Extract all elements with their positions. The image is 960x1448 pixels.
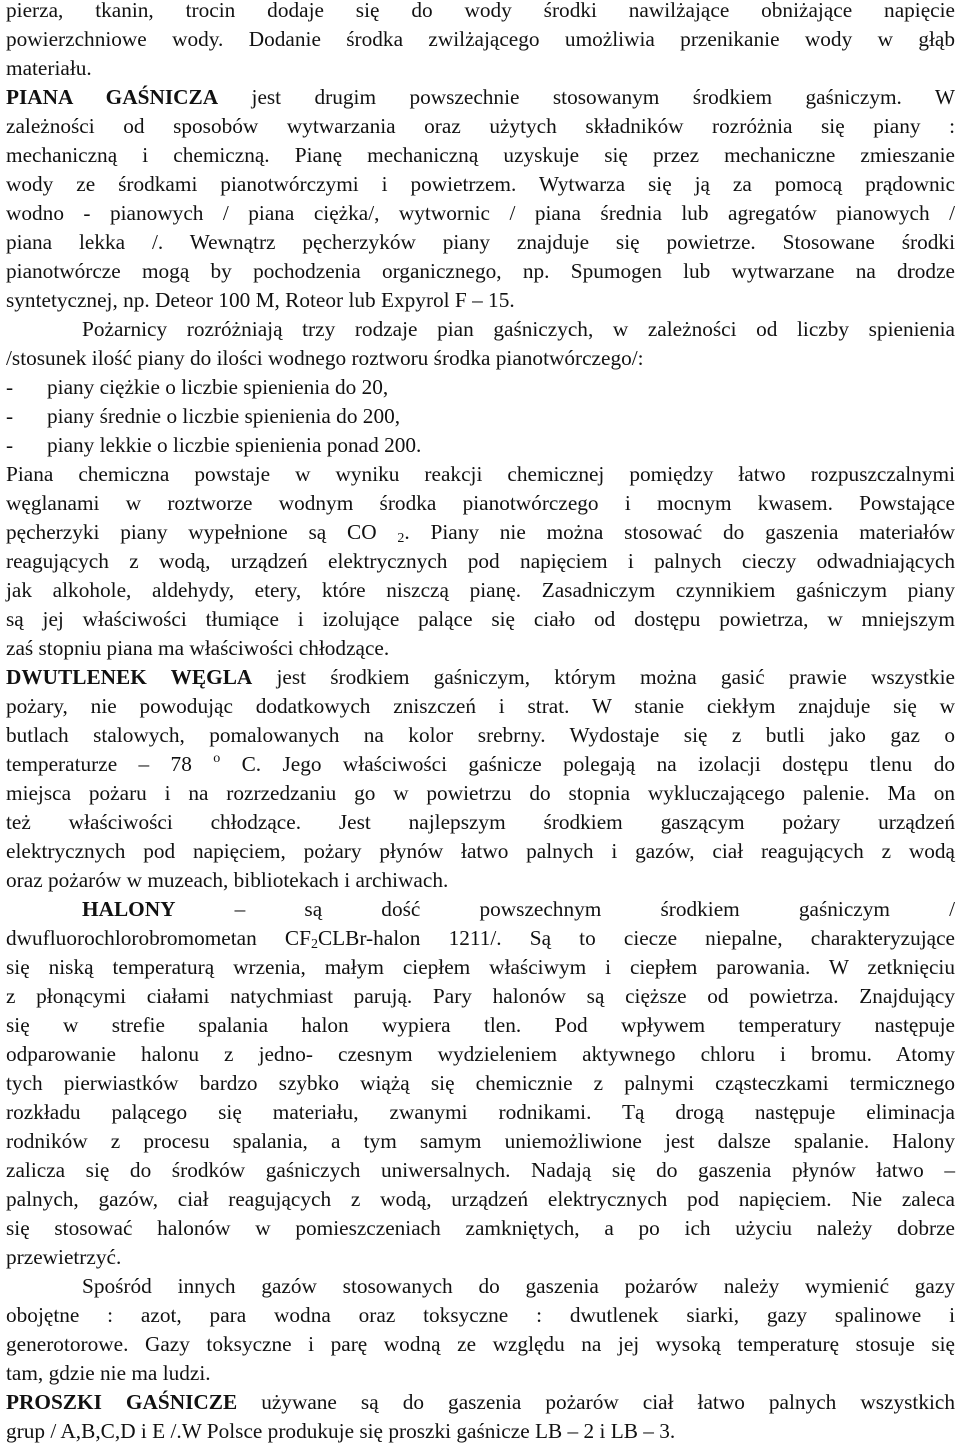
text-span: dwufluorochlorobromometan CF — [6, 926, 311, 950]
section-line-piana — [6, 83, 955, 112]
list-item — [6, 402, 955, 431]
text-line: generotorowe. Gazy toksyczne i parę wodną ze względu na jej wysoką temperaturę stosuje się — [6, 1332, 955, 1356]
bullet-marker: - — [6, 404, 14, 428]
list-item — [6, 431, 955, 460]
text-line: pierza, tkanin, trocin dodaje się do wody środki nawilżające obniżające napięcie — [6, 0, 955, 22]
text-span: . Piany nie można stosować do gaszenia materiałów — [404, 520, 955, 544]
section-heading: HALONY — [82, 897, 176, 921]
list-item-text: piany ciężkie o liczbie spienienia do 20, — [47, 375, 389, 399]
text-span: jest środkiem gaśniczym, którym można gasić prawie wszystkie — [252, 665, 955, 689]
text-line: grup / A,B,C,D i E /.W Polsce produkuje się proszki gaśnicze LB – 2 i LB – 3. — [6, 1419, 676, 1443]
list-item-text: piany średnie o liczbie spienienia do 200, — [47, 404, 401, 428]
subscript: 2 — [310, 937, 318, 952]
text-span: C. Jego właściwości gaśnicze polegają na izolacji dostępu tlenu do — [220, 752, 955, 776]
text-line: zaś stopniu piana ma właściwości chłodzące. — [6, 636, 390, 660]
text-line: pianotwórcze mogą by pochodzenia organicznego, np. Spumogen lub wytwarzane na drodze — [6, 259, 955, 283]
text-line: reagujących z wodą, urządzeń elektrycznych pod napięciem i palnych cieczy odwadniających — [6, 549, 955, 573]
text-line: rozkładu palącego się materiału, zwanymi rodnikami. Tą drogą następuje eliminacja — [6, 1100, 955, 1124]
text-line: Piana chemiczna powstaje w wyniku reakcji chemicznej pomiędzy łatwo rozpuszczalnymi — [6, 462, 955, 486]
text-line: zalicza się do środków gaśniczych uniwersalnych. Nadają się do gaszenia płynów łatwo – — [6, 1158, 955, 1182]
text-line: się stosować halonów w pomieszczeniach zamkniętych, a po ich użyciu należy dobrze — [6, 1216, 955, 1240]
text-line: też właściwości chłodzące. Jest najlepszym środkiem gaszącym pożary urządzeń — [6, 810, 955, 834]
text-line — [6, 518, 955, 547]
list-item-text: piany lekkie o liczbie spienienia ponad 200. — [47, 433, 422, 457]
bullet-marker: - — [6, 375, 14, 399]
text-span: jest drugim powszechnie stosowanym środkiem gaśniczym. W — [218, 85, 955, 109]
text-line — [6, 750, 955, 779]
text-span: – są dość powszechnym środkiem gaśniczym / — [175, 897, 955, 921]
text-line: tam, gdzie nie ma ludzi. — [6, 1361, 211, 1385]
text-line: syntetycznej, np. Deteor 100 M, Roteor lub Expyrol F – 15. — [6, 288, 515, 312]
text-line: powierzchniowe wody. Dodanie środka zwilżającego umożliwia przenikanie wody w głąb — [6, 27, 955, 51]
text-line: piana lekka /. Wewnątrz pęcherzyków piany znajduje się powietrze. Stosowane środki — [6, 230, 955, 254]
text-span: CLBr-halon 1211/. Są to ciecze niepalne, charakteryzujące — [317, 926, 955, 950]
subscript: 2 — [397, 531, 405, 546]
text-line: jak alkohole, aldehydy, etery, które niszczą pianę. Zasadniczym czynnikiem gaśniczym piany — [6, 578, 955, 602]
text-line: wody ze środkami pianotwórczymi i powietrzem. Wytwarza się ją za pomocą prądownic — [6, 172, 955, 196]
text-span: pęcherzyki piany wypełnione są CO — [6, 520, 398, 544]
section-line-dwutlenek — [6, 663, 955, 692]
text-line — [6, 924, 955, 953]
text-line: tych pierwiastków bardzo szybko wiążą się chemicznie z palnymi cząsteczkami termicznego — [6, 1071, 955, 1095]
text-line: Spośród innych gazów stosowanych do gaszenia pożarów należy wymienić gazy — [82, 1274, 955, 1298]
text-line: /stosunek ilość piany do ilości wodnego roztworu środka pianotwórczego/: — [6, 346, 644, 370]
text-line: są jej właściwości tłumiące i izolujące palące się ciało od dostępu powietrza, w mniejszym — [6, 607, 955, 631]
text-line: z płonącymi ciałami natychmiast parują. Pary halonów są cięższe od powietrza. Znajdujący — [6, 984, 955, 1008]
bullet-marker: - — [6, 433, 14, 457]
text-line: pożary, nie powodując dodatkowych zniszczeń i strat. W stanie ciekłym znajduje się w — [6, 694, 955, 718]
text-span: używane są do gaszenia pożarów ciał łatwo palnych wszystkich — [237, 1390, 955, 1414]
text-line: Pożarnicy rozróżniają trzy rodzaje pian gaśniczych, w zależności od liczby spienienia — [82, 317, 955, 341]
text-line: się niską temperaturą wrzenia, małym ciepłem właściwym i ciepłem parowania. W zetknięciu — [6, 955, 955, 979]
text-line: odparowanie halonu z jedno- czesnym wydzieleniem aktywnego chloru i bromu. Atomy — [6, 1042, 955, 1066]
text-line: obojętne : azot, para wodna oraz toksyczne : dwutlenek siarki, gazy spalinowe i — [6, 1303, 955, 1327]
text-line: miejsca pożaru i na rozrzedzaniu go w powietrzu do stopnia wykluczającego palenie. Ma on — [6, 781, 955, 805]
text-line: butlach stalowych, pomalowanych na kolor srebrny. Wydostaje się z butli jako gaz o — [6, 723, 955, 747]
text-line: zależności od sposobów wytwarzania oraz użytych składników rozróżnia się piany : — [6, 114, 955, 138]
text-line: oraz pożarów w muzeach, bibliotekach i archiwach. — [6, 868, 449, 892]
section-heading: DWUTLENEK WĘGLA — [6, 665, 253, 689]
list-item — [6, 373, 955, 402]
text-span: temperaturze – 78 — [6, 752, 214, 776]
text-line: mechaniczną i chemiczną. Pianę mechaniczną uzyskuje się przez mechaniczne zmieszanie — [6, 143, 955, 167]
superscript: o — [213, 751, 221, 766]
section-line-halony — [82, 895, 955, 924]
text-line: rodników z procesu spalania, a tym samym uniemożliwione jest dalsze spalanie. Halony — [6, 1129, 955, 1153]
text-line: przewietrzyć. — [6, 1245, 122, 1269]
text-line: wodno - pianowych / piana ciężka/, wytwornic / piana średnia lub agregatów pianowych / — [6, 201, 955, 225]
text-line: węglanami w roztworze wodnym środka pianotwórczego i mocnym kwasem. Powstające — [6, 491, 955, 515]
text-line: palnych, gazów, ciał reagujących z wodą, urządzeń elektrycznych pod napięciem. Nie zaleca — [6, 1187, 955, 1211]
text-line: się w strefie spalania halon wypiera tlen. Pod wpływem temperatury następuje — [6, 1013, 955, 1037]
text-line: materiału. — [6, 56, 92, 80]
section-heading: PROSZKI GAŚNICZE — [6, 1390, 238, 1414]
section-heading: PIANA GAŚNICZA — [6, 85, 219, 109]
section-line-proszki — [6, 1388, 955, 1417]
text-line: elektrycznych pod napięciem, pożary płynów łatwo palnych i gazów, ciał reagujących z wodą — [6, 839, 955, 863]
